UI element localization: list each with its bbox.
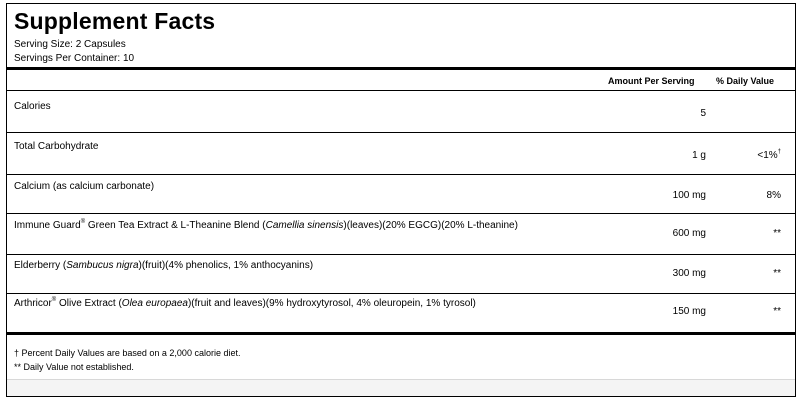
bottom-band [7,379,795,396]
servings-per-container: Servings Per Container: 10 [14,53,135,64]
row-divider [7,132,795,133]
row-divider [7,174,795,175]
panel-title: Supplement Facts [14,8,216,34]
daily-value-header: % Daily Value [716,76,775,86]
ingredient-dv-elderberry: ** [773,268,781,279]
nutrient-name-carbohydrate: Total Carbohydrate [14,141,99,152]
row-divider [7,293,795,294]
ingredient-amount-immune-guard: 600 mg [672,228,706,239]
thick-divider-bottom [7,332,795,335]
nutrient-amount-carbohydrate: 1 g [692,150,706,161]
nutrient-dv-carbohydrate: <1%† [757,149,781,161]
ingredient-dv-arthricor: ** [773,306,781,317]
ingredient-dv-immune-guard: ** [773,228,781,239]
serving-size: Serving Size: 2 Capsules [14,39,126,50]
nutrient-dv-calcium: 8% [766,190,781,201]
footnote-dagger: † Percent Daily Values are based on a 2,000 calorie diet. [14,348,241,358]
nutrient-amount-calcium: 100 mg [672,190,706,201]
row-divider [7,213,795,214]
ingredient-name-immune-guard: Immune Guard® Green Tea Extract & L-Theanine Blend (Camellia sinensis)(leaves)(20% EGCG)(20% L-theanine) [14,219,518,231]
footnote-double-star: ** Daily Value not established. [14,362,134,372]
nutrient-name-calories: Calories [14,101,51,112]
ingredient-amount-elderberry: 300 mg [672,268,706,279]
nutrient-name-calcium: Calcium (as calcium carbonate) [14,181,155,192]
header-divider [7,90,795,91]
row-divider [7,254,795,255]
thick-divider-top [7,67,795,70]
supplement-facts-panel [6,3,796,397]
ingredient-name-arthricor: Arthricor® Olive Extract (Olea europaea)(fruit and leaves)(9% hydroxytyrosol, 4% oleuropein, 1% tyrosol) [14,297,476,309]
amount-per-serving-header: Amount Per Serving [608,76,695,86]
ingredient-amount-arthricor: 150 mg [672,306,706,317]
nutrient-amount-calories: 5 [700,108,706,119]
ingredient-name-elderberry: Elderberry (Sambucus nigra)(fruit)(4% phenolics, 1% anthocyanins) [14,260,314,271]
